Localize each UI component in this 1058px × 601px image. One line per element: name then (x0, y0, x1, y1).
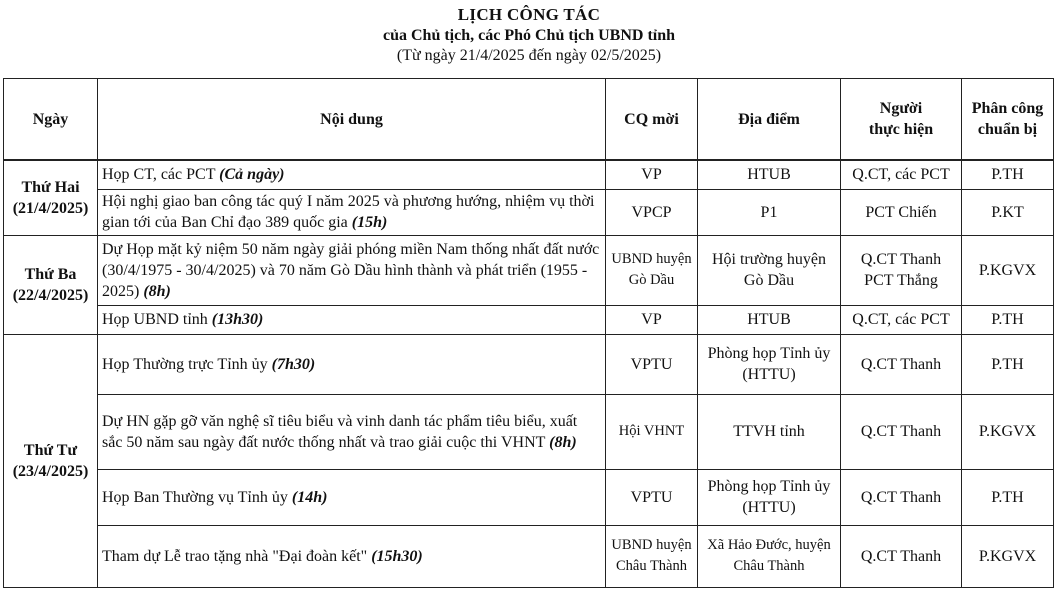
day-date: (23/4/2025) (12, 462, 89, 480)
day-name: Thứ Ba (24, 265, 77, 283)
prep-cell: P.TH (962, 469, 1054, 525)
content-cell (98, 394, 606, 469)
agency-cell: VP (606, 160, 698, 189)
content-text: Họp Thường trực Tỉnh ủy (102, 355, 272, 373)
content-cell (98, 160, 606, 189)
table-header-row (4, 79, 1054, 161)
col-header-performer-line2: thực hiện (868, 121, 934, 138)
prep-cell: P.KGVX (962, 525, 1054, 587)
day-date: (22/4/2025) (12, 286, 89, 304)
time-label: (15h30) (371, 547, 423, 565)
table-row (4, 394, 1054, 469)
col-header-performer-line1: Người (879, 100, 923, 117)
prep-cell: P.TH (962, 305, 1054, 334)
col-header-agency: CQ mời (606, 79, 698, 161)
col-header-location: Địa điểm (698, 79, 841, 161)
performer-cell: Q.CT Thanh PCT Thắng (841, 235, 962, 305)
table-row (4, 305, 1054, 334)
location-cell: Xã Hảo Đước, huyện Châu Thành (698, 525, 841, 587)
content-text: Họp UBND tỉnh (102, 311, 212, 328)
document-subtitle: của Chủ tịch, các Phó Chủ tịch UBND tỉnh (382, 27, 676, 44)
time-label: (14h) (291, 488, 328, 506)
content-text: Dự HN gặp gỡ văn nghệ sĩ tiêu biểu và vinh danh tác phẩm tiêu biểu, xuất sắc 50 năm sau ngày đất nước thống nhất và trao giải cuộc thi VHNT (102, 412, 578, 451)
table-row (4, 334, 1054, 394)
time-label: (8h) (143, 282, 171, 300)
table-row (4, 525, 1054, 587)
time-label: (Cả ngày) (219, 166, 285, 184)
schedule-table (3, 78, 1054, 588)
agency-cell: VPTU (606, 334, 698, 394)
content-cell (98, 334, 606, 394)
table-row (4, 469, 1054, 525)
prep-cell: P.TH (962, 334, 1054, 394)
agency-cell: UBND huyện Châu Thành (606, 525, 698, 587)
time-label: (7h30) (271, 355, 316, 373)
performer-cell: Q.CT, các PCT (841, 160, 962, 189)
performer-cell: PCT Chiến (841, 189, 962, 235)
location-cell: Hội trường huyện Gò Dầu (698, 235, 841, 305)
day-name: Thứ Hai (21, 178, 80, 196)
performer-cell: Q.CT Thanh (841, 525, 962, 587)
agency-cell: VP (606, 305, 698, 334)
document-title: LỊCH CÔNG TÁC (457, 5, 601, 24)
prep-cell: P.KGVX (962, 235, 1054, 305)
agency-cell: VPCP (606, 189, 698, 235)
col-header-prep-line1: Phân công (971, 100, 1044, 117)
day-cell-wednesday (4, 334, 98, 587)
date-range: (Từ ngày 21/4/2025 đến ngày 02/5/2025) (396, 47, 662, 64)
content-text: Họp Ban Thường vụ Tỉnh ủy (102, 488, 292, 506)
day-name: Thứ Tư (23, 441, 78, 459)
location-cell: Phòng họp Tỉnh ủy (HTTU) (698, 469, 841, 525)
table-row (4, 160, 1054, 189)
performer-cell: Q.CT Thanh (841, 469, 962, 525)
document-header (0, 0, 1058, 66)
agency-cell: Hội VHNT (606, 394, 698, 469)
location-cell: Phòng họp Tỉnh ủy (HTTU) (698, 334, 841, 394)
location-cell: TTVH tỉnh (698, 394, 841, 469)
col-header-performer (841, 79, 962, 161)
content-cell (98, 305, 606, 334)
agency-cell: VPTU (606, 469, 698, 525)
prep-cell: P.KGVX (962, 394, 1054, 469)
day-date: (21/4/2025) (12, 199, 89, 217)
time-label: (15h) (351, 214, 388, 231)
performer-cell: Q.CT Thanh (841, 334, 962, 394)
content-cell (98, 189, 606, 235)
col-header-content: Nội dung (98, 79, 606, 161)
content-cell (98, 235, 606, 305)
content-text: Dự Họp mặt kỷ niệm 50 năm ngày giải phóng miền Nam thống nhất đất nước (30/4/1975 - 30/4/2025) và 70 năm Gò Dầu hình thành và phát triển (1955 - 2025) (102, 240, 600, 300)
location-cell: P1 (698, 189, 841, 235)
col-header-prep-line2: chuẩn bị (977, 121, 1038, 138)
day-cell-tuesday (4, 235, 98, 334)
time-label: (8h) (549, 433, 577, 451)
content-text: Họp CT, các PCT (102, 166, 220, 184)
performer-cell: Q.CT Thanh (841, 394, 962, 469)
content-text: Tham dự Lễ trao tặng nhà "Đại đoàn kết" (102, 547, 372, 565)
col-header-day: Ngày (4, 79, 98, 161)
agency-cell: UBND huyện Gò Dầu (606, 235, 698, 305)
day-cell-monday (4, 160, 98, 235)
prep-cell: P.KT (962, 189, 1054, 235)
prep-cell: P.TH (962, 160, 1054, 189)
content-cell (98, 525, 606, 587)
col-header-prep (962, 79, 1054, 161)
location-cell: HTUB (698, 160, 841, 189)
location-cell: HTUB (698, 305, 841, 334)
table-row (4, 189, 1054, 235)
content-text: Hội nghị giao ban công tác quý I năm 2025 và phương hướng, nhiệm vụ thời gian tới của Ban Chỉ đạo 389 quốc gia (102, 193, 595, 231)
performer-cell: Q.CT, các PCT (841, 305, 962, 334)
table-row (4, 235, 1054, 305)
time-label: (13h30) (211, 311, 264, 328)
content-cell (98, 469, 606, 525)
